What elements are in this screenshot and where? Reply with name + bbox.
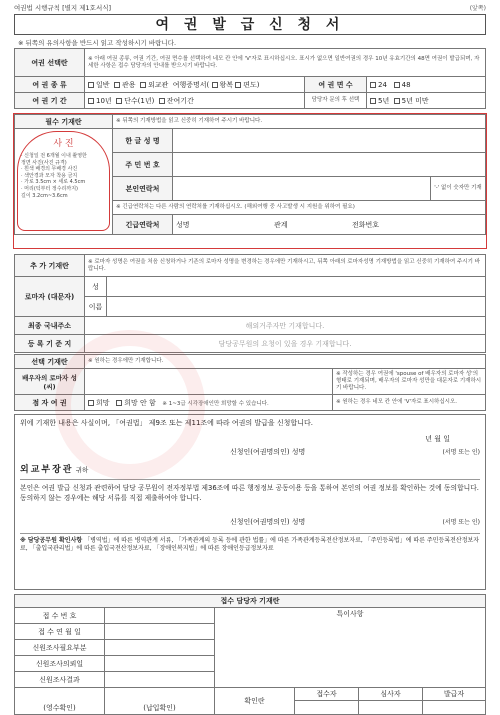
type-official-checkbox[interactable]: 관용 (114, 81, 136, 89)
receipt-confirm-label[interactable]: (영수확인) (15, 688, 105, 715)
braille-label: 점 자 여 권 (15, 395, 85, 411)
remark-label: 특이사항 (336, 610, 364, 618)
passport-period2-options (367, 93, 486, 109)
remark-area[interactable] (215, 608, 486, 688)
background-check-result-label: 신원조사결과 (15, 672, 105, 688)
staff-reviewer-label: 심사자 (359, 688, 423, 701)
resident-number-field[interactable] (173, 153, 486, 177)
photo-guidelines: · 신청일 전 6개월 이내 촬영한 정면 사진(사진 규격) · 흰색 배경의 무배경 사진 · 색안경과 모자 착용 금지 · 가로 3.5cm × 세로 4.5cm · 머리(턱부터 정수리까지) 길이 3.2cm~3.6cm (21, 153, 87, 199)
consent-text: 본인은 여권 발급 신청과 관련하여 담당 공무원이 전자정부법 제36조에 따른 행정정보 공동이용 등을 통하여 본인의 여권 정보를 확인하는 것에 동의합니다. 동의하지 않는 경우에는 해당 서류를 직접 제출하여야 합니다. (20, 479, 480, 503)
background-check-result-field[interactable] (105, 672, 215, 688)
phone-label: 본인연락처 (113, 177, 173, 201)
spouse-note: ※ 작성하는 경우 여권에 'spouse of 배우자의 로마자 성'의 형태로 기재되며, 배우자의 로마자 성만을 대문자로 기재하시기 바랍니다. (333, 369, 486, 395)
additional-desc: ※ 로마자 성명은 여권을 처음 신청하거나 기존의 로마자 성명을 변경하는 경우에만 기재하시고, 뒤쪽 아래의 로마자성명 기재방법을 읽고 신중히 기재하여 주시기 바랍니다. (85, 255, 486, 277)
addressee: 외교부장관 귀하 (20, 465, 89, 475)
spouse-label: 배우자의 로마자 성(씨) (15, 369, 85, 395)
passport-select-desc: ※ 아래 여권 종류, 여권 기간, 여권 면수를 선택하여 네모 칸 안에 'V'자로 표시하십시오. 표시가 없으면 일반여권의 경우 10년 유효기간의 48면 여권이 발급되며, 자세한 사항은 접수 담당자의 안내를 받으시기 바랍니다. (85, 49, 486, 77)
braille-note: ※ 1~3급 시각장애인만 희망할 수 있습니다. (162, 400, 269, 407)
declaration-signer: 신청인(여권명의인) 성명 (서명 또는 인) (230, 448, 480, 456)
emergency-fields[interactable] (173, 215, 486, 235)
period-10y-checkbox[interactable]: 10년 (88, 97, 112, 105)
emergency-relation-label: 관계 (274, 220, 288, 229)
staff-receiver-label: 접수자 (295, 688, 359, 701)
confirm-column-label: 확인란 (215, 688, 295, 715)
period-5y-checkbox[interactable]: 5년 (370, 97, 389, 105)
staff-issuer-sign[interactable] (423, 701, 486, 715)
emergency-phone-label: 전화번호 (352, 220, 380, 229)
officer-check: ※ 담당공무원 확인사항 「병역법」에 따른 병역관계 서류, 「가족관계의 등록 등에 관한 법률」에 따른 가족관계등록전산정보자료, 「주민등록법」에 따른 주민등록전산정보자료, 「출입국관리법」에 따른 출입국전산정보자료, 「장애인복지법」에 따른 장애인등급정보자료 (20, 533, 480, 553)
passport-period-label: 여 권 기 간 (15, 93, 85, 109)
emergency-desc: ※ 긴급연락처는 다른 사람의 연락처를 기재하십시오. (해외여행 중 사고발생 시 지원을 위하여 필요) (113, 201, 486, 215)
phone-dash-note: '-' 없이 숫자만 기재 (430, 177, 485, 201)
receipt-date-field[interactable] (105, 624, 215, 640)
declaration-date[interactable]: 년 월 일 (425, 435, 450, 443)
consent-signer: 신청인(여권명의인) 성명 (서명 또는 인) (230, 518, 480, 526)
emergency-label: 긴급연락처 (113, 215, 173, 235)
staff-receiver-sign[interactable] (295, 701, 359, 715)
background-check-date-label: 신원조사의뢰일 (15, 656, 105, 672)
declaration-sign[interactable]: (서명 또는 인) (442, 449, 480, 456)
period-under-5y-checkbox[interactable]: 5년 미만 (394, 97, 429, 105)
optional-label: 선택 기재란 (15, 355, 85, 369)
one-way-checkbox[interactable]: 편도 (235, 81, 257, 89)
roman-name-label: 로마자 (대문자) (15, 277, 85, 317)
resident-number-label: 주 민 번 호 (113, 153, 173, 177)
criterion-label: 등 록 기 준 지 (15, 335, 85, 353)
required-label: 필수 기재란 (15, 115, 113, 129)
passport-pages-options (367, 77, 486, 93)
photo-area[interactable] (15, 129, 113, 235)
background-check-needed-label: 신원조사필요부분 (15, 640, 105, 656)
korean-name-label: 한 글 성 명 (113, 129, 173, 153)
passport-type-options: 일반 관용 외교관 여행증명서( 왕복 편도) (85, 77, 305, 93)
pages-48-checkbox[interactable]: 48 (394, 81, 411, 89)
required-desc: ※ 뒤쪽의 기재방법을 읽고 신중히 기재하여 주시기 바랍니다. (113, 115, 486, 129)
surname-field[interactable] (107, 277, 486, 297)
given-name-label: 이름 (85, 297, 107, 317)
background-check-date-field[interactable] (105, 656, 215, 672)
passport-select-label: 여권 선택란 (15, 49, 85, 77)
receipt-section (14, 594, 486, 715)
korean-name-field[interactable] (173, 129, 486, 153)
officer-select-label: 담당자 문의 후 선택 (305, 93, 367, 109)
braille-note2: ※ 원하는 경우 네모 칸 안에 'V'자로 표시하십시오. (333, 395, 486, 411)
pages-24-checkbox[interactable]: 24 (370, 81, 387, 89)
optional-desc: ※ 원하는 경우에만 기재합니다. (85, 355, 486, 369)
declaration-text: 위에 기재한 내용은 사실이며, 「여권법」 제9조 또는 제11조에 따라 여권의 발급을 신청합니다. (20, 419, 313, 427)
passport-pages-label: 여 권 면 수 (305, 77, 367, 93)
payment-confirm-label[interactable]: (납입확인) (105, 688, 215, 715)
passport-period-options (85, 93, 305, 109)
surname-label: 성 (85, 277, 107, 297)
period-single-checkbox[interactable]: 단수(1년) (116, 97, 154, 105)
type-diplomat-checkbox[interactable]: 외교관 (140, 81, 168, 89)
passport-type-label: 여 권 종 류 (15, 77, 85, 93)
required-section (14, 114, 486, 235)
photo-title: 사 진 (53, 139, 74, 149)
criterion-field[interactable]: 담당공무원의 요청이 있을 경우 기재합니다. (85, 335, 486, 353)
page-side-label: (앞쪽) (469, 5, 486, 12)
staff-issuer-label: 발급자 (423, 688, 486, 701)
watermark-seal (55, 330, 205, 480)
form-rule-label: 여권법 시행규칙 [별지 제1호서식] (14, 4, 112, 12)
form-title: 여 권 발 급 신 청 서 (14, 14, 486, 35)
receipt-title: 접수 담당자 기재란 (15, 595, 486, 608)
given-name-field[interactable] (107, 297, 486, 317)
round-trip-checkbox[interactable]: 왕복 (212, 81, 234, 89)
photo-placeholder (17, 131, 110, 231)
background-check-needed-field[interactable] (105, 640, 215, 656)
phone-field[interactable] (173, 177, 431, 201)
additional-label: 추 가 기재란 (15, 255, 85, 277)
period-remaining-checkbox[interactable]: 잔여기간 (159, 97, 194, 105)
form-notice: ※ 뒤쪽의 유의사항을 반드시 읽고 작성하시기 바랍니다. (18, 39, 177, 47)
receipt-number-field[interactable] (105, 608, 215, 624)
address-field[interactable]: 해외거주자만 기재합니다. (85, 317, 486, 335)
braille-yes-checkbox[interactable]: 희망 (88, 399, 110, 407)
consent-sign[interactable]: (서명 또는 인) (442, 519, 480, 526)
address-label: 최종 국내주소 (15, 317, 85, 335)
receipt-number-label: 접 수 번 호 (15, 608, 105, 624)
additional-section (14, 254, 486, 353)
receipt-date-label: 접 수 연 월 일 (15, 624, 105, 640)
staff-reviewer-sign[interactable] (359, 701, 423, 715)
type-travel-cert-label: 여행증명서 (172, 80, 207, 89)
braille-no-checkbox[interactable]: 희망 안 함 (116, 399, 156, 407)
type-general-checkbox[interactable]: 일반 (88, 81, 110, 89)
passport-select-section (14, 48, 486, 109)
emergency-name-label: 성명 (176, 220, 190, 229)
